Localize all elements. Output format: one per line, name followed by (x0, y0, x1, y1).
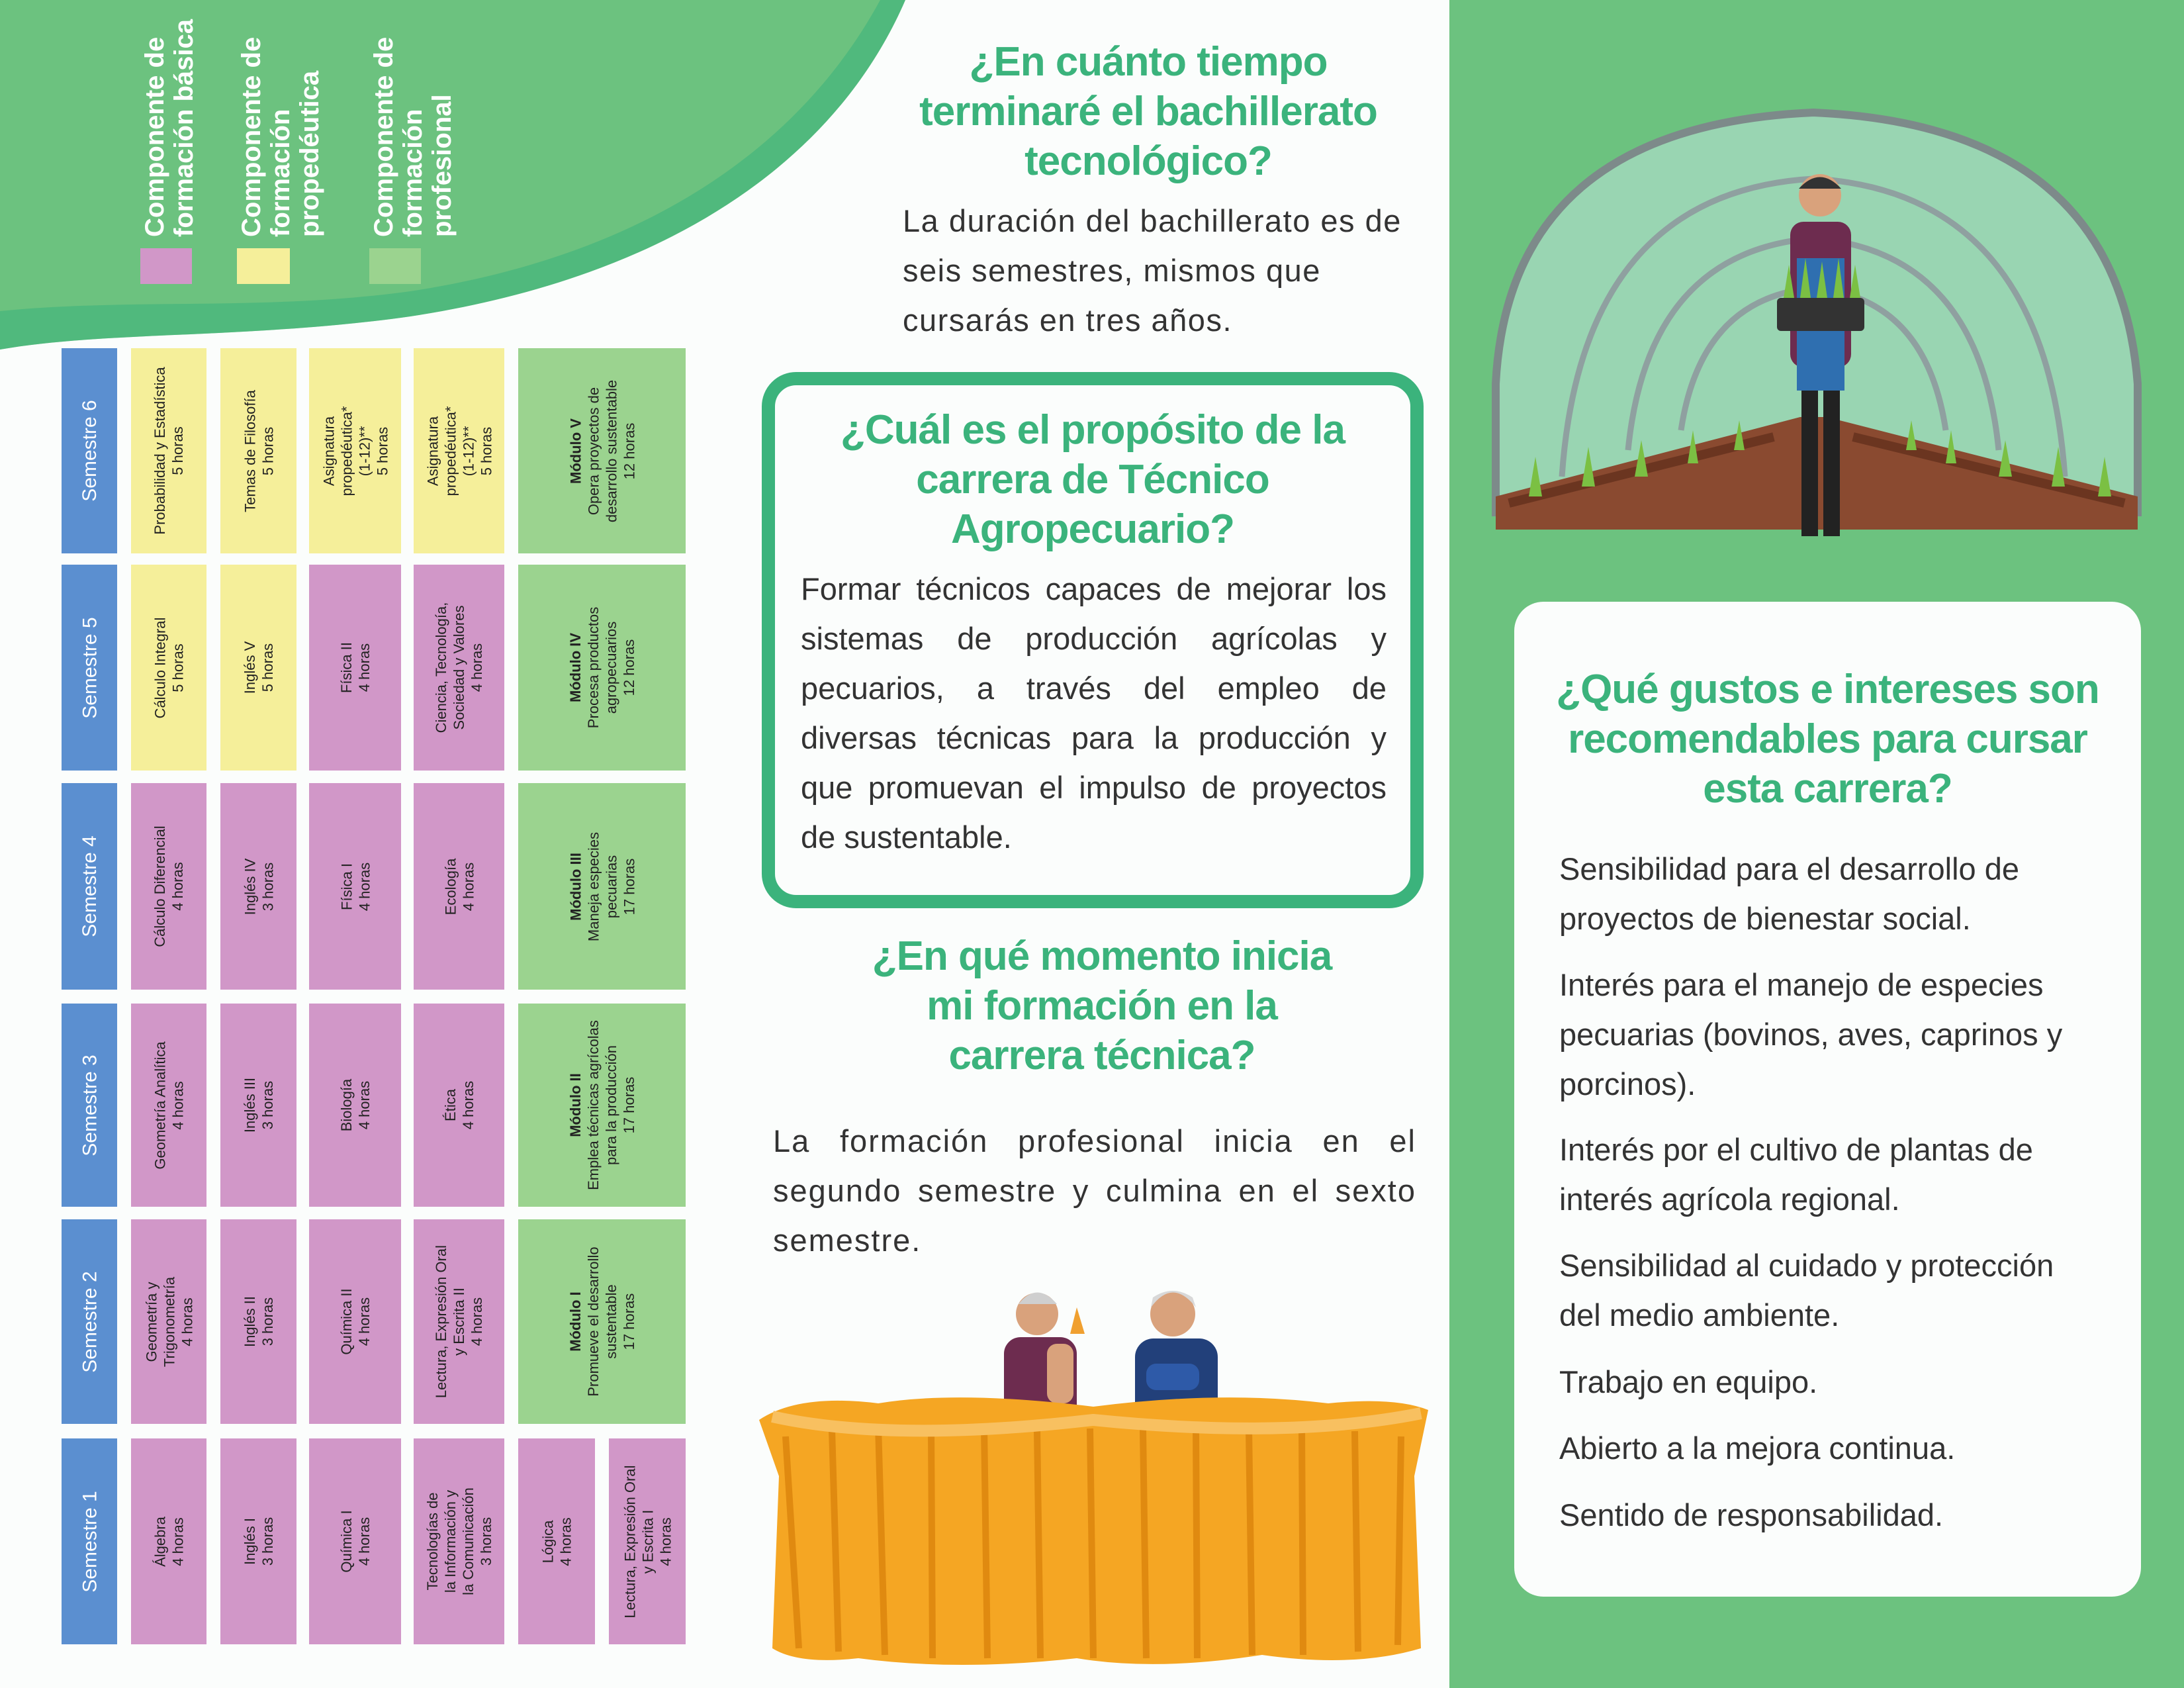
legend-label-line: formación (398, 109, 428, 237)
legend-label-basica (140, 19, 199, 237)
subject-cell (309, 348, 401, 553)
cell-line: 3 horas (259, 1080, 276, 1130)
cell-line: Procesa productos (584, 606, 602, 729)
heading-line: mi formación en la (927, 983, 1277, 1029)
farmers-wheat-illustration (759, 1278, 1428, 1675)
cell-line: 4 horas (355, 643, 373, 692)
subject-cell (414, 783, 504, 990)
cell-line: Emplea técnicas agrícolas (584, 1020, 602, 1190)
cell-line: Probabilidad y Estadística (152, 367, 168, 535)
semester-label (62, 1438, 117, 1644)
module-cell (518, 1004, 686, 1207)
cell-line: 17 horas (620, 1076, 637, 1134)
cell-line: 4 horas (178, 1297, 195, 1346)
cell-line: 4 horas (459, 862, 477, 911)
cell-line: Asignatura (320, 416, 337, 486)
cell-line: la Comunicación (459, 1487, 477, 1595)
duration-text: La duración del bachillerato es de seis semestres, mismos que cursarás en tres años. (903, 203, 1402, 338)
cell-line: Inglés I (241, 1518, 258, 1565)
cell-line: 4 horas (469, 1297, 485, 1346)
header-curve-shape (0, 0, 927, 357)
cell-line: (1-12)** (459, 426, 477, 476)
cell-line: Geometría Analítica (152, 1041, 168, 1170)
cell-line: Opera proyectos de (584, 387, 602, 515)
heading-line: terminaré el bachillerato (919, 89, 1377, 134)
semester-label-text: Semestre 2 (78, 1270, 101, 1373)
cell-line: 4 horas (469, 643, 485, 692)
heading-line: carrera de Técnico (916, 457, 1269, 502)
subject-cell (131, 348, 206, 553)
cell-line: pecuarias (602, 855, 619, 918)
cell-line: desarrollo sustentable (602, 379, 619, 522)
subject-cell (309, 1004, 401, 1207)
cell-line: 17 horas (620, 858, 637, 915)
wheat-field (759, 1397, 1428, 1665)
cell-line: Biología (338, 1078, 355, 1132)
subject-cell (309, 1438, 401, 1644)
cell-line: 17 horas (620, 1293, 637, 1350)
cell-line: Tecnologías de (424, 1492, 441, 1591)
semester-label (62, 348, 117, 553)
start-text: La formación profesional inicia en el segundo semestre y culmina en el sexto semestre. (773, 1123, 1416, 1258)
legend-swatch-basica (140, 248, 192, 284)
subject-cell (220, 1219, 296, 1424)
subject-cell (309, 1219, 401, 1424)
cell-line: para la producción (602, 1045, 619, 1166)
subject-cell (131, 1004, 206, 1207)
interest-item: Sentido de responsabilidad. (1559, 1497, 1944, 1532)
semester-label (62, 565, 117, 771)
cell-line: 4 horas (557, 1517, 574, 1566)
module-cell (518, 1219, 686, 1424)
purpose-text: Formar técnicos capaces de mejorar los sistemas de producción agrícolas y pecuarios, a través del empleo de diversas técnicas para la producción y que promuevan el impulso de proyectos de sustentable. (801, 571, 1387, 855)
cell-line: 12 horas (620, 422, 637, 479)
heading-line: ¿En cuánto tiempo (969, 39, 1328, 85)
cell-line: 4 horas (169, 862, 186, 911)
cell-line: sustentable (602, 1284, 619, 1359)
heading-line: tecnológico? (1024, 138, 1272, 184)
subject-cell (220, 348, 296, 553)
start-heading (814, 931, 1390, 1080)
cell-line: Física I (338, 863, 355, 910)
cell-line: Maneja especies (584, 831, 602, 941)
cell-line: 4 horas (169, 1080, 186, 1130)
cell-line: Temas de Filosofía (241, 389, 258, 512)
cell-line: 3 horas (259, 1297, 276, 1346)
cell-line: Cálculo Integral (152, 617, 168, 718)
interest-item: Interés para el manejo de especies pecuarias (bovinos, aves, caprinos y porcinos). (1559, 967, 2063, 1102)
module-title: Módulo II (567, 1073, 584, 1137)
cell-line: 5 horas (259, 643, 276, 692)
cell-line: Lectura, Expresión Oral (433, 1244, 449, 1399)
interest-item: Sensibilidad al cuidado y protección del medio ambiente. (1559, 1248, 2054, 1333)
semester-label-text: Semestre 1 (78, 1490, 101, 1593)
cell-line: agropecuarios (602, 621, 619, 714)
subject-cell (131, 1438, 206, 1644)
legend-label-line: propedéutica (295, 70, 324, 237)
cell-line: (1-12)** (355, 426, 373, 476)
subject-cell (220, 783, 296, 990)
cell-line: Sociedad y Valores (451, 605, 467, 730)
interest-item: Sensibilidad para el desarrollo de proyectos de bienestar social. (1559, 851, 2019, 936)
cell-line: la Información y (441, 1489, 459, 1593)
semester-label-text: Semestre 5 (78, 616, 101, 719)
cell-line: Inglés IV (241, 858, 258, 915)
legend-label-line: profesional (428, 94, 457, 237)
interest-item: Abierto a la mejora continua. (1559, 1430, 1956, 1466)
legend-swatch-propedeutica (237, 248, 290, 284)
subject-cell (609, 1438, 686, 1644)
cell-line: 3 horas (259, 862, 276, 911)
cell-line: Ética (441, 1089, 459, 1121)
module-cell (518, 348, 686, 553)
legend-label-line: formación básica (169, 19, 199, 237)
cell-line: Promueve el desarrollo (584, 1246, 602, 1397)
semester-label (62, 1219, 117, 1424)
heading-line: recomendables para cursar (1568, 716, 2087, 762)
semester-label-text: Semestre 6 (78, 400, 101, 502)
legend-label-line: formación (266, 109, 295, 237)
cell-line: Inglés II (241, 1295, 258, 1348)
purpose-box (762, 372, 1424, 908)
cell-line: Lectura, Expresión Oral (621, 1464, 638, 1618)
legend-label-line: Componente de (140, 36, 169, 237)
cell-line: Cálculo Diferencial (152, 825, 168, 947)
cell-line: 5 horas (259, 426, 276, 475)
greenhouse-illustration (1482, 106, 2151, 563)
cell-line: 3 horas (259, 1517, 276, 1566)
interests-card (1514, 602, 2141, 1597)
cell-line: Química II (338, 1288, 355, 1355)
subject-cell (414, 1438, 504, 1644)
cell-line: Inglés V (241, 641, 258, 694)
subject-cell (309, 783, 401, 990)
cell-line: Física II (338, 642, 355, 694)
purpose-heading (775, 405, 1410, 554)
heading-line: esta carrera? (1703, 766, 1952, 812)
interest-item: Trabajo en equipo. (1559, 1364, 1818, 1399)
semester-label-text: Semestre 3 (78, 1054, 101, 1156)
subject-cell (131, 565, 206, 771)
duration-heading (860, 37, 1436, 186)
legend-swatch-profesional (369, 248, 421, 284)
heading-line: ¿Cuál es el propósito de la (841, 407, 1345, 453)
heading-line: ¿Qué gustos e intereses son (1556, 667, 2099, 712)
cell-line: 5 horas (373, 426, 390, 475)
cell-line: Ciencia, Tecnología, (433, 602, 449, 733)
heading-line: carrera técnica? (948, 1033, 1255, 1078)
subject-cell (131, 783, 206, 990)
legend-label-line: Componente de (369, 36, 398, 237)
cell-line: y Escrita II (451, 1288, 467, 1356)
subject-cell (414, 348, 504, 553)
interests-heading (1514, 665, 2141, 814)
cell-line: 4 horas (355, 1517, 373, 1566)
module-cell (518, 783, 686, 990)
cell-line: Química I (338, 1510, 355, 1573)
semester-label (62, 783, 117, 990)
cell-line: Inglés III (241, 1077, 258, 1133)
legend-label-profesional (369, 37, 457, 237)
legend-label-line: Componente de (237, 36, 266, 237)
cell-line: 5 horas (169, 643, 186, 692)
cell-line: 4 horas (355, 1297, 373, 1346)
module-title: Módulo V (567, 418, 584, 484)
subject-cell (414, 1004, 504, 1207)
cell-line: 5 horas (169, 426, 186, 475)
cell-line: propedéutica* (338, 406, 355, 496)
module-title: Módulo III (567, 852, 584, 921)
cell-line: 3 horas (477, 1517, 494, 1566)
subject-cell (414, 1219, 504, 1424)
interest-item: Interés por el cultivo de plantas de interés agrícola regional. (1559, 1132, 2033, 1217)
module-title: Módulo I (567, 1291, 584, 1352)
cell-line: 4 horas (657, 1517, 674, 1566)
cell-line: Ecología (441, 858, 459, 915)
semester-label (62, 1004, 117, 1207)
cell-line: Trigonometría (160, 1276, 177, 1367)
cell-line: Lógica (539, 1520, 556, 1563)
cell-line: 4 horas (355, 862, 373, 911)
cell-line: Asignatura (424, 416, 441, 486)
subject-cell (220, 1438, 296, 1644)
heading-line: Agropecuario? (951, 506, 1234, 552)
subject-cell (220, 565, 296, 771)
subject-cell (309, 565, 401, 771)
cell-line: 12 horas (620, 639, 637, 696)
cell-line: Álgebra (152, 1516, 168, 1567)
legend-label-propedeutica (237, 37, 324, 237)
cell-line: 4 horas (355, 1080, 373, 1130)
cell-line: propedéutica* (441, 406, 459, 496)
cell-line: 4 horas (459, 1080, 477, 1130)
subject-cell (414, 565, 504, 771)
cell-line: 5 horas (477, 426, 494, 475)
module-title: Módulo IV (567, 632, 584, 703)
subject-cell (131, 1219, 206, 1424)
module-cell (518, 565, 686, 771)
cell-line: Geometría y (142, 1281, 159, 1362)
semester-label-text: Semestre 4 (78, 835, 101, 937)
heading-line: ¿En qué momento inicia (872, 933, 1332, 979)
cell-line: y Escrita I (639, 1509, 656, 1573)
subject-cell (220, 1004, 296, 1207)
subject-cell (518, 1438, 595, 1644)
cell-line: 4 horas (169, 1517, 186, 1566)
